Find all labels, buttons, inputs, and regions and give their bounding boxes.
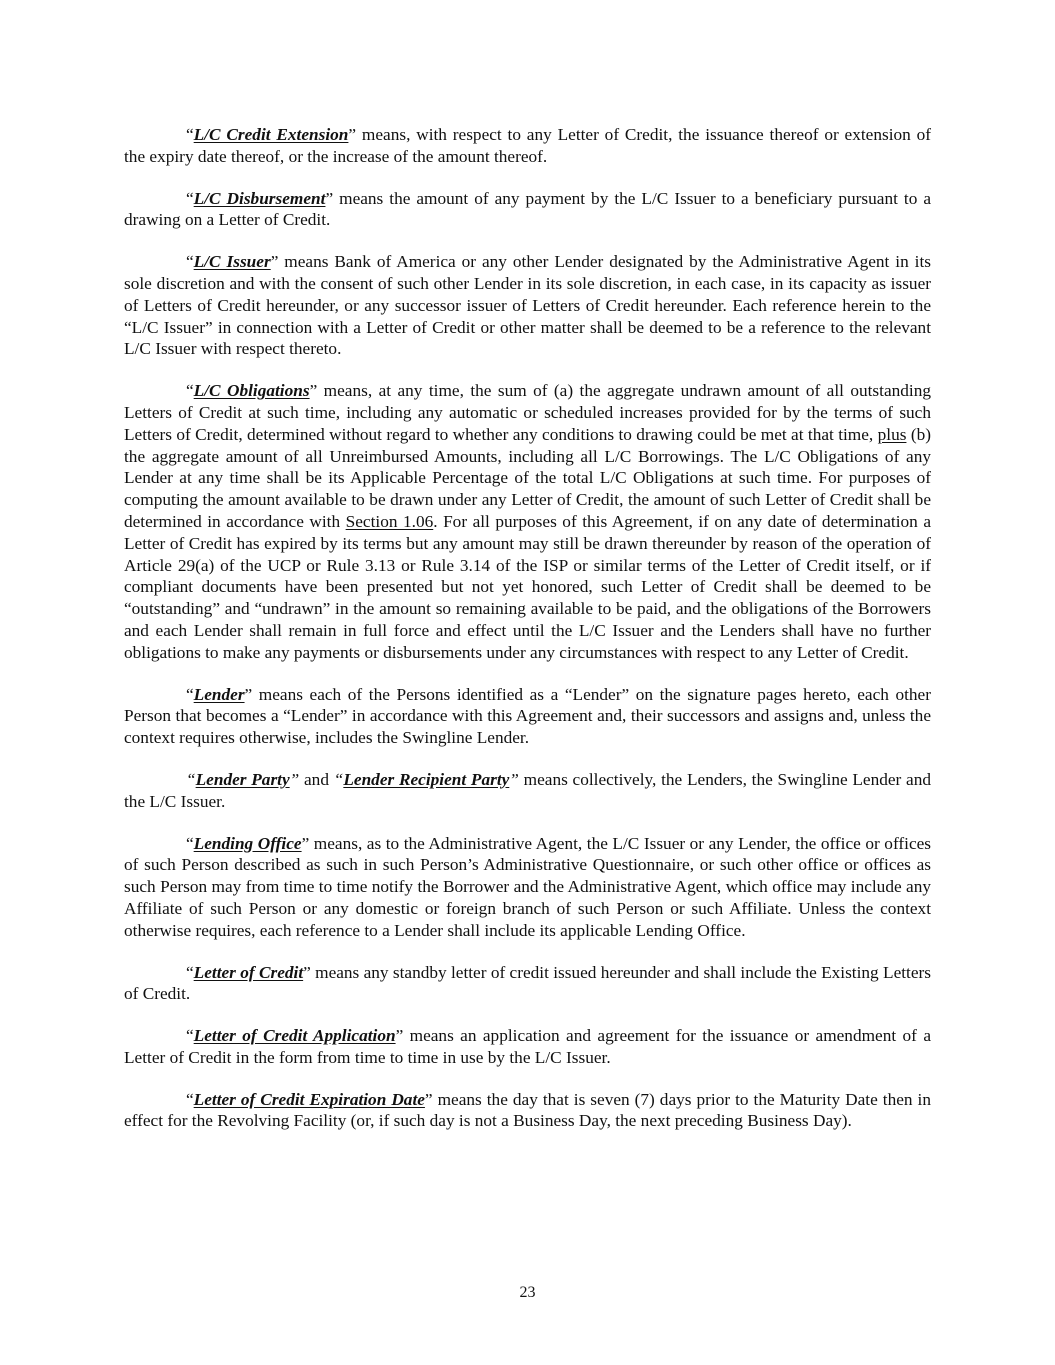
definition-letter-of-credit — [124, 962, 931, 1006]
definitions-list — [124, 124, 931, 1152]
close-quote: ” — [309, 381, 318, 401]
close-quote: ” — [270, 252, 279, 272]
definition-text: means, as to the Administrative Agent, the L/C Issuer or any Lender, the office or offices of such Person described as such in such Person’s Administrative Questionnaire, or such other office or offices as such Person may from time to time notify the Borrower and the Administrative Agent, which office may include any Affiliate of such Person or any domestic or foreign branch of such Person or such Affiliate. Unless the context otherwise requires, each reference to a Lender shall include its applicable Lending Office. — [124, 833, 932, 940]
page-number: 23 — [519, 1284, 536, 1301]
definition-lc-issuer — [124, 251, 931, 360]
defined-term: L/C Credit Extension — [193, 125, 349, 144]
close-quote: ” — [303, 962, 311, 982]
open-quote: “ — [186, 769, 196, 789]
definition-text: means the day that is seven (7) days prior to the Maturity Date then in effect for the Revolving Facility (or, if such day is not a Business Day, the next preceding Business Day). — [124, 1089, 931, 1131]
close-quote: ” — [325, 188, 334, 208]
definition-text: (b) the aggregate amount of all Unreimbursed Amounts, including all L/C Borrowings. The L/C Obligations of any Lender at any time shall be its Applicable Percentage of the total L/C Obligations at such time. For purposes of computing the amount available to be drawn under any Letter of Credit, the amount of such Letter of Credit shall be determined in accordance with — [124, 424, 931, 531]
open-quote: “ — [333, 769, 344, 789]
conjunction: and — [299, 769, 334, 789]
defined-term: Letter of Credit Expiration Date — [193, 1089, 425, 1109]
definition-letter-of-credit-expiration-date — [124, 1089, 931, 1133]
definition-text: means each of the Persons identified as a “Lender” on the signature pages hereto, each other Person that becomes a “Lender” in accordance with this Agreement and, their successors and assigns and, unless the context requires otherwise, includes the Swingline Lender. — [124, 684, 931, 748]
definition-letter-of-credit-application — [124, 1025, 931, 1069]
plus-emphasis: plus — [877, 424, 907, 444]
definition-text: . For all purposes of this Agreement, if on any date of determination a Letter of Credit has expired by its terms but any amount may still be drawn thereunder by reason of the operation of Article 29(a) of the UCP or Rule 3.13 or Rule 3.14 of the ISP or similar terms of the Letter of Credit itself, or if compliant documents have been presented but not yet honored, such Letter of Credit shall be deemed to be “outstanding” and “undrawn” in the amount so remaining available to be paid, and the obligations of the Borrowers and each Lender shall remain in full force and effect until the L/C Issuer and the Lenders shall have no further obligations to make any payments or disbursements under any circumstances with respect to any Letter of Credit. — [124, 511, 931, 662]
open-quote: “ — [186, 188, 194, 208]
definition-lc-obligations — [124, 380, 931, 663]
definition-lc-disbursement — [124, 188, 931, 232]
definition-lender-party — [124, 769, 931, 813]
close-quote: ” — [424, 1089, 433, 1109]
defined-term: Letter of Credit — [193, 962, 304, 982]
close-quote: ” — [301, 833, 310, 853]
defined-term: Letter of Credit Application — [193, 1026, 396, 1046]
defined-term: Lender Recipient Party — [343, 769, 510, 789]
open-quote: “ — [186, 684, 194, 704]
definition-text: means, with respect to any Letter of Credit, the issuance thereof or extension of the expiry date thereof, or the increase of the amount thereof. — [124, 125, 932, 166]
defined-term: L/C Issuer — [193, 252, 271, 272]
definition-lender — [124, 684, 931, 749]
definition-text: means any standby letter of credit issued hereunder and shall include the Existing Letters of Credit. — [124, 962, 931, 1004]
defined-term: Lender Party — [195, 769, 290, 789]
defined-term: L/C Disbursement — [193, 188, 326, 208]
close-quote: ” — [244, 684, 253, 704]
open-quote: “ — [186, 125, 194, 144]
close-quote: ” — [395, 1026, 404, 1046]
open-quote: “ — [186, 833, 194, 853]
section-reference: Section 1.06 — [345, 511, 434, 531]
close-quote: ” — [289, 769, 300, 789]
definition-text: means the amount of any payment by the L/C Issuer to a beneficiary pursuant to a drawing on a Letter of Credit. — [124, 188, 932, 230]
definition-text: means, at any time, the sum of (a) the aggregate undrawn amount of all outstanding Letters of Credit at such time, including any automatic or scheduled increases provided for by the terms of such Letters of Credit, determined without regard to whether any conditions to drawing could be met at that time, — [124, 381, 931, 444]
open-quote: “ — [186, 962, 194, 982]
open-quote: “ — [186, 381, 194, 401]
definition-text: means Bank of America or any other Lender designated by the Administrative Agent in its sole discretion and with the consent of such other Lender in its sole discretion, in each case, in its capacity as issuer of Letters of Credit hereunder, or any successor issuer of Letters of Credit hereunder. Each reference herein to the “L/C Issuer” in connection with a Letter of Credit or other matter shall be deemed to be a reference to the relevant L/C Issuer with respect thereto. — [124, 252, 931, 359]
definition-lending-office — [124, 833, 931, 942]
defined-term: L/C Obligations — [193, 381, 310, 401]
definition-lc-credit-extension — [124, 124, 931, 168]
close-quote: ” — [509, 769, 519, 789]
definition-text: means collectively, the Lenders, the Swingline Lender and the L/C Issuer. — [124, 769, 931, 811]
defined-term: Lending Office — [193, 833, 302, 853]
open-quote: “ — [186, 252, 194, 272]
definition-text: means an application and agreement for the issuance or amendment of a Letter of Credit in the form from time to time in use by the L/C Issuer. — [124, 1026, 931, 1067]
defined-term: Lender — [193, 684, 245, 704]
open-quote: “ — [186, 1089, 194, 1109]
close-quote: ” — [348, 125, 357, 144]
open-quote: “ — [186, 1026, 194, 1046]
